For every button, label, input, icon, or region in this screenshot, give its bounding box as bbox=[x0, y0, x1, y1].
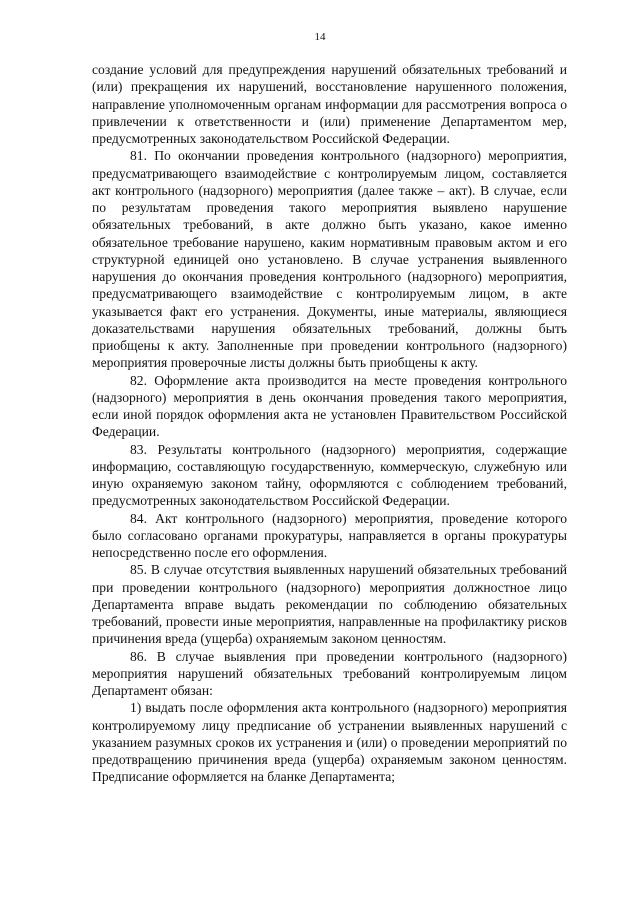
paragraph: 85. В случае отсутствия выявленных нарушений обязательных требований при проведении контрольного (надзорного) мероприятия должностное лицо Департамента вправе выдать рекомендации по соблюдению обязательных требований, провести иные мероприятия, направленные на профилактику рисков причинения вреда (ущерба) охраняемым законом ценностям. bbox=[92, 562, 567, 647]
paragraph: 81. По окончании проведения контрольного (надзорного) мероприятия, предусматривающего взаимодействие с контролируемым лицом, составляется акт контрольного (надзорного) мероприятия (далее также – акт). В случае, если по результатам проведения такого мероприятия выявлено нарушение обязательных требований, в акте должно быть указано, какое именно обязательное требование нарушено, каким нормативным правовым актом и его структурной единицей оно установлено. В случае устранения выявленного нарушения до окончания проведения контрольного (надзорного) мероприятия, предусматривающего взаимодействие с контролируемым лицом, в акте указывается факт его устранения. Документы, иные материалы, являющиеся доказательствами нарушения обязательных требований, должны быть приобщены к акту. Заполненные при проведении контрольного (надзорного) мероприятия проверочные листы должны быть приобщены к акту. bbox=[92, 148, 567, 371]
paragraph: 84. Акт контрольного (надзорного) мероприятия, проведение которого было согласовано органами прокуратуры, направляется в органы прокуратуры непосредственно после его оформления. bbox=[92, 510, 567, 560]
paragraph: 1) выдать после оформления акта контрольного (надзорного) мероприятия контролируемому лицу предписание об устранении выявленных нарушений с указанием разумных сроков их устранения и (или) о проведении мероприятий по предотвращению причинения вреда (ущерба) охраняемым законом ценностям. Предписание оформляется на бланке Департамента; bbox=[92, 700, 567, 785]
page-number: 14 bbox=[314, 31, 326, 43]
paragraph: 83. Результаты контрольного (надзорного) мероприятия, содержащие информацию, составляющую государственную, коммерческую, служебную или иную охраняемую законом тайну, оформляются с соблюдением требований, предусмотренных законодательством Российской Федерации. bbox=[92, 441, 567, 509]
document-body bbox=[92, 61, 567, 786]
paragraph: создание условий для предупреждения нарушений обязательных требований и (или) прекращения их нарушений, восстановление нарушенного положения, направление уполномоченным органам информации для рассмотрения вопроса о привлечении к ответственности и (или) применение Департаментом мер, предусмотренных законодательством Российской Федерации. bbox=[92, 62, 567, 146]
paragraph: 86. В случае выявления при проведении контрольного (надзорного) мероприятия нарушений обязательных требований контролируемым лицом Департамент обязан: bbox=[92, 648, 567, 698]
paragraph: 82. Оформление акта производится на месте проведения контрольного (надзорного) мероприятия в день окончания проведения такого мероприятия, если иной порядок оформления акта не установлен Правительством Российской Федерации. bbox=[92, 372, 567, 440]
